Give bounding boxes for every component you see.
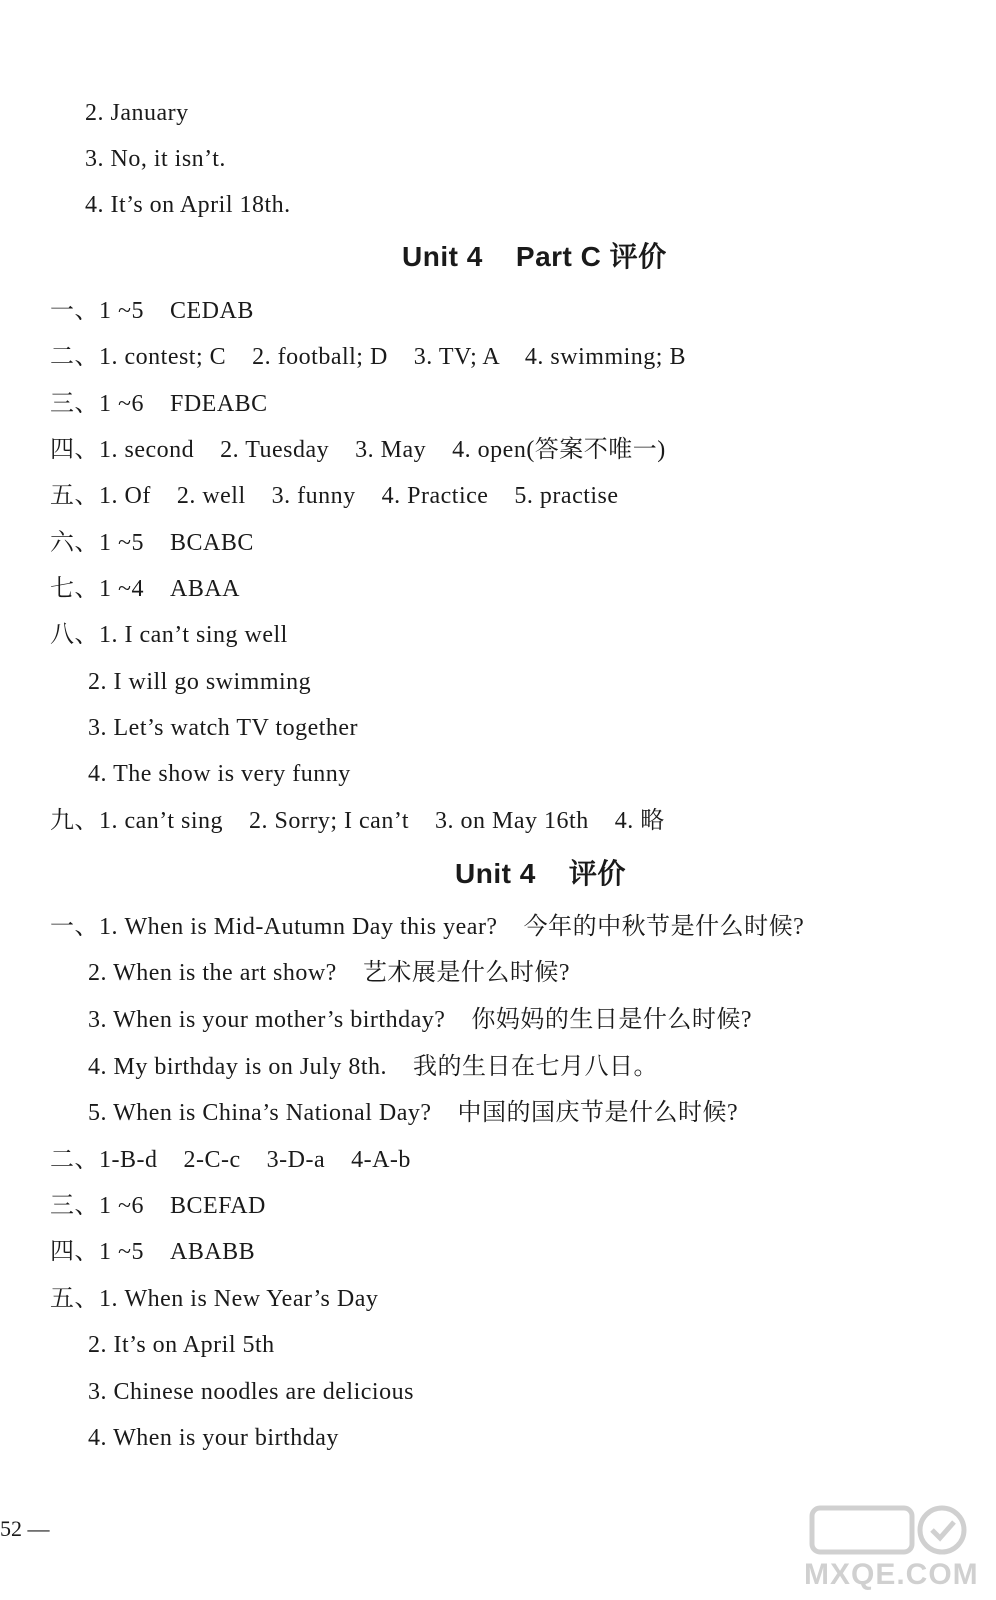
answer-line: 3. Chinese noodles are delicious — [88, 1379, 414, 1405]
answer-line: 七、1 ~4 ABAA — [50, 576, 240, 602]
answer-line: 2. It’s on April 5th — [88, 1332, 275, 1358]
page-number: 52 — — [0, 1516, 50, 1541]
answer-line: 4. When is your birthday — [88, 1425, 339, 1451]
answer-line: 二、1-B-d 2-C-c 3-D-a 4-A-b — [50, 1147, 411, 1173]
watermark-logo — [804, 1500, 979, 1592]
answer-line: 3. No, it isn’t. — [85, 146, 226, 172]
answer-line: 五、1. Of 2. well 3. funny 4. Practice 5. practise — [50, 483, 619, 509]
section-title: Unit 4 评价 — [455, 858, 626, 889]
answer-line: 4. It’s on April 18th. — [85, 192, 291, 218]
answer-line: 一、1 ~5 CEDAB — [50, 298, 254, 324]
answer-line: 四、1 ~5 ABABB — [50, 1239, 256, 1265]
answer-line: 六、1 ~5 BCABC — [50, 530, 254, 556]
answer-line: 三、1 ~6 FDEABC — [50, 391, 268, 417]
answer-line: 2. I will go swimming — [88, 669, 312, 695]
answer-line: 4. The show is very funny — [88, 761, 351, 787]
answer-line: 3. Let’s watch TV together — [88, 715, 359, 741]
answer-line: 2. When is the art show? 艺术展是什么时候? — [88, 960, 570, 986]
answer-line: 二、1. contest; C 2. football; D 3. TV; A 4. swimming; B — [50, 344, 686, 370]
answer-line: 5. When is China’s National Day? 中国的国庆节是什么时候? — [88, 1100, 739, 1126]
answer-line: 2. January — [85, 100, 189, 126]
answer-line: 三、1 ~6 BCEFAD — [50, 1193, 266, 1219]
section-title: Unit 4 Part C 评价 — [402, 241, 667, 272]
answer-line: 一、1. When is Mid-Autumn Day this year? 今年的中秋节是什么时候? — [50, 914, 805, 940]
answer-line: 九、1. can’t sing 2. Sorry; I can’t 3. on May 16th 4. 略 — [50, 808, 665, 834]
answer-line: 四、1. second 2. Tuesday 3. May 4. open(答案不唯一) — [50, 437, 666, 463]
answer-line: 3. When is your mother’s birthday? 你妈妈的生日是什么时候? — [88, 1007, 753, 1033]
watermark-emblem-icon — [804, 1500, 974, 1560]
answer-line: 五、1. When is New Year’s Day — [50, 1286, 379, 1312]
answer-line: 4. My birthday is on July 8th. 我的生日在七月八日。 — [88, 1054, 659, 1080]
watermark-text: MXQE.COM — [804, 1558, 979, 1591]
answer-line: 八、1. I can’t sing well — [50, 622, 288, 648]
